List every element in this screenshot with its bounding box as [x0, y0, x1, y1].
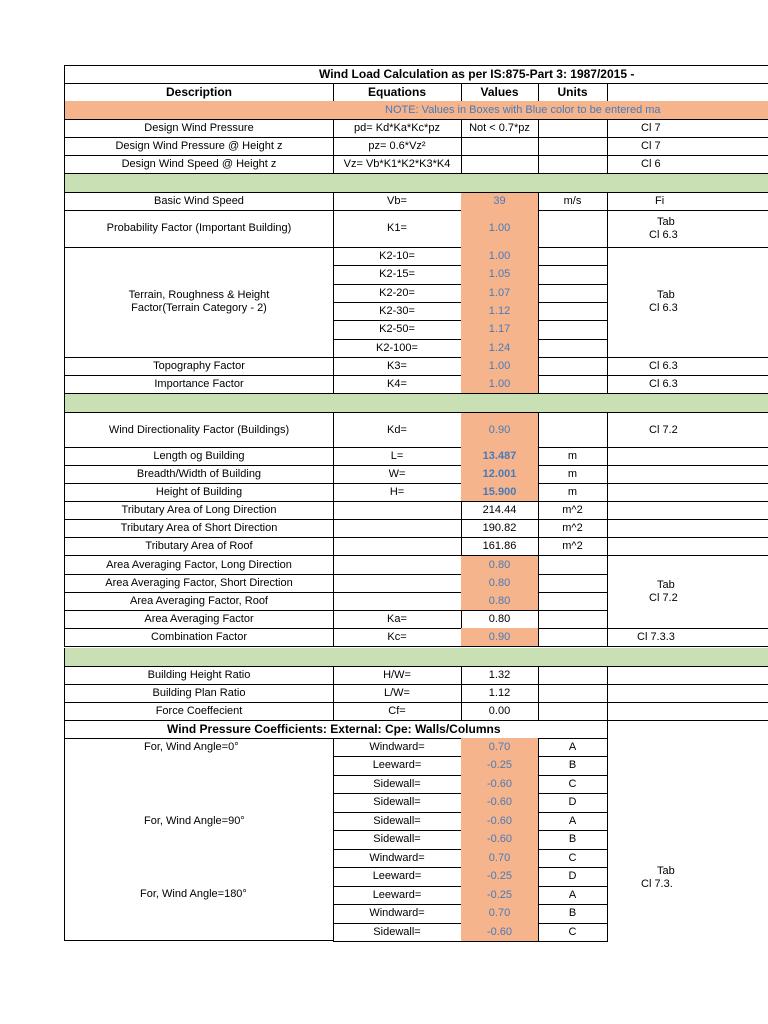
unit-kd: [538, 412, 608, 448]
eq-aaf-long: [333, 556, 462, 575]
unit-pd: [538, 119, 608, 138]
input-height[interactable]: 15.900: [461, 483, 539, 502]
eq-vz: Vz= Vb*K1*K2*K3*K4: [333, 155, 462, 174]
cpe-angle-180: For, Wind Angle=180°: [140, 888, 247, 900]
desc-width: Breadth/Width of Building: [64, 465, 334, 484]
val-trib-roof: 161.86: [461, 537, 539, 556]
unit-trib-long: m^2: [538, 501, 608, 520]
desc-terrain-factor: [64, 247, 334, 358]
eq-ka: Ka=: [333, 610, 462, 629]
cpe-input-value[interactable]: -0.60: [461, 793, 539, 813]
eq-k3: K3=: [333, 357, 462, 376]
unit-k2: [538, 247, 608, 266]
eq-aaf-short: [333, 574, 462, 593]
desc-topography-factor: Topography Factor: [64, 357, 334, 376]
eq-kd: Kd=: [333, 412, 462, 448]
ref-height: [607, 483, 768, 502]
val-trib-short: 190.82: [461, 519, 539, 538]
cpe-section-title: Wind Pressure Coefficients: External: Cpe: Walls/Columns: [64, 720, 608, 739]
ref-pd: Cl 7: [607, 119, 768, 138]
header-equations: Equations: [333, 83, 462, 102]
unit-k4: [538, 375, 608, 394]
unit-vz: [538, 155, 608, 174]
input-k2[interactable]: 1.05: [461, 265, 539, 285]
ref-aaf-line2: Cl 7.2: [649, 592, 678, 604]
cpe-input-value[interactable]: -0.60: [461, 923, 539, 942]
cpe-eq: Leeward=: [333, 867, 462, 887]
cpe-input-value[interactable]: -0.25: [461, 867, 539, 887]
eq-k2: K2-20=: [333, 284, 462, 303]
input-aaf-roof[interactable]: 0.80: [461, 592, 539, 611]
cpe-face: B: [538, 830, 608, 850]
section-divider: [64, 394, 768, 413]
cpe-face: C: [538, 849, 608, 868]
unit-k2: [538, 265, 608, 285]
ref-k1-line1: Tab: [657, 215, 675, 228]
cpe-input-value[interactable]: 0.70: [461, 738, 539, 757]
eq-hw: H/W=: [333, 666, 462, 685]
val-trib-long: 214.44: [461, 501, 539, 520]
ref-trib-long: [607, 501, 768, 520]
eq-pz: pz= 0.6*Vz²: [333, 137, 462, 156]
cpe-face: B: [538, 904, 608, 924]
cpe-face: B: [538, 756, 608, 776]
unit-vb: m/s: [538, 192, 608, 211]
desc-design-wind-pressure: Design Wind Pressure: [64, 119, 334, 138]
ref-cpe-line1: Tab: [657, 865, 675, 877]
eq-aaf-roof: [333, 592, 462, 611]
ref-kc: Cl 7.3.3: [607, 628, 768, 647]
val-vz: [461, 155, 539, 174]
ref-vz: Cl 6: [607, 155, 768, 174]
ref-trib-short: [607, 519, 768, 538]
input-k2[interactable]: 1.24: [461, 339, 539, 358]
input-k2[interactable]: 1.12: [461, 302, 539, 321]
desc-terrain-line1: Terrain, Roughness & Height: [128, 289, 270, 301]
header-description: Description: [64, 83, 334, 102]
desc-trib-long: Tributary Area of Long Direction: [64, 501, 334, 520]
desc-design-wind-speed-z: Design Wind Speed @ Height z: [64, 155, 334, 174]
val-cf: 0.00: [461, 702, 539, 721]
input-aaf-short[interactable]: 0.80: [461, 574, 539, 593]
input-length[interactable]: 13.487: [461, 447, 539, 466]
desc-aaf: Area Averaging Factor: [64, 610, 334, 629]
desc-plan-ratio: Building Plan Ratio: [64, 684, 334, 703]
sheet-title: Wind Load Calculation as per IS:875-Part 3: 1987/2015 -: [64, 65, 768, 84]
ref-k3: Cl 6.3: [607, 357, 768, 376]
desc-directionality-factor: Wind Directionality Factor (Buildings): [64, 412, 334, 448]
cpe-eq: Sidewall=: [333, 812, 462, 831]
cpe-eq: Windward=: [333, 738, 462, 757]
desc-importance-factor: Importance Factor: [64, 375, 334, 394]
cpe-input-value[interactable]: 0.70: [461, 849, 539, 868]
ref-hw: [607, 666, 768, 685]
unit-k1: [538, 210, 608, 248]
cpe-eq: Sidewall=: [333, 830, 462, 850]
input-k2[interactable]: 1.07: [461, 284, 539, 303]
ref-width: [607, 465, 768, 484]
section-divider: [64, 648, 768, 667]
desc-force-coefficient: Force Coeffecient: [64, 702, 334, 721]
unit-k3: [538, 357, 608, 376]
ref-trib-roof: [607, 537, 768, 556]
unit-height: m: [538, 483, 608, 502]
unit-k2: [538, 339, 608, 358]
desc-aaf-long: Area Averaging Factor, Long Direction: [64, 556, 334, 575]
eq-h: H=: [333, 483, 462, 502]
cpe-face: D: [538, 867, 608, 887]
val-pd: Not < 0.7*pz: [461, 119, 539, 138]
eq-k2: K2-100=: [333, 339, 462, 358]
eq-l: L=: [333, 447, 462, 466]
cpe-face: A: [538, 812, 608, 831]
cpe-eq: Windward=: [333, 904, 462, 924]
input-width[interactable]: 12.001: [461, 465, 539, 484]
eq-trib-roof: [333, 537, 462, 556]
unit-k2: [538, 302, 608, 321]
unit-cf: [538, 702, 608, 721]
eq-kc: Kc=: [333, 628, 462, 647]
cpe-input-value[interactable]: 0.70: [461, 904, 539, 924]
ref-cpe: [607, 738, 768, 1018]
cpe-input-value[interactable]: -0.60: [461, 775, 539, 794]
desc-design-wind-pressure-z: Design Wind Pressure @ Height z: [64, 137, 334, 156]
unit-trib-short: m^2: [538, 519, 608, 538]
ref-vb: Fi: [607, 192, 768, 211]
unit-trib-roof: m^2: [538, 537, 608, 556]
val-pz: [461, 137, 539, 156]
desc-aaf-roof: Area Averaging Factor, Roof: [64, 592, 334, 611]
input-k1[interactable]: 1.00: [461, 210, 539, 248]
desc-height-ratio: Building Height Ratio: [64, 666, 334, 685]
eq-vb: Vb=: [333, 192, 462, 211]
unit-width: m: [538, 465, 608, 484]
eq-k4: K4=: [333, 375, 462, 394]
ref-aaf: [607, 556, 768, 629]
cpe-eq: Leeward=: [333, 886, 462, 905]
header-reference: [607, 83, 768, 102]
input-k2[interactable]: 1.00: [461, 247, 539, 266]
cpe-angle-0: For, Wind Angle=0°: [144, 741, 239, 753]
input-k3[interactable]: 1.00: [461, 357, 539, 376]
unit-k2: [538, 320, 608, 340]
unit-pz: [538, 137, 608, 156]
section-divider: [64, 174, 768, 193]
desc-basic-wind-speed: Basic Wind Speed: [64, 192, 334, 211]
eq-trib-short: [333, 519, 462, 538]
input-kd[interactable]: 0.90: [461, 412, 539, 448]
cpe-angle-90: For, Wind Angle=90°: [144, 815, 245, 827]
desc-terrain-line2: Factor(Terrain Category - 2): [131, 302, 267, 314]
cpe-eq: Sidewall=: [333, 923, 462, 942]
ref-aaf-line1: Tab: [657, 579, 675, 591]
eq-w: W=: [333, 465, 462, 484]
header-values: Values: [461, 83, 539, 102]
unit-aaf-long: [538, 556, 608, 575]
val-hw: 1.32: [461, 666, 539, 685]
ref-k1: [607, 210, 768, 248]
cpe-input-value[interactable]: -0.60: [461, 812, 539, 831]
cpe-face: C: [538, 775, 608, 794]
cpe-face: A: [538, 738, 608, 757]
desc-trib-roof: Tributary Area of Roof: [64, 537, 334, 556]
unit-lw: [538, 684, 608, 703]
input-vb[interactable]: 39: [461, 192, 539, 211]
input-kc[interactable]: 0.90: [461, 628, 539, 647]
unit-hw: [538, 666, 608, 685]
ref-k2-line1: Tab: [657, 289, 675, 301]
cpe-face: A: [538, 886, 608, 905]
eq-cf: Cf=: [333, 702, 462, 721]
ref-cf: [607, 702, 768, 721]
desc-combination-factor: Combination Factor: [64, 628, 334, 647]
unit-kc: [538, 628, 608, 647]
unit-aaf-short: [538, 574, 608, 593]
cpe-input-value[interactable]: -0.25: [461, 886, 539, 905]
cpe-eq: Sidewall=: [333, 775, 462, 794]
eq-k2: K2-30=: [333, 302, 462, 321]
eq-k2: K2-15=: [333, 265, 462, 285]
eq-pd: pd= Kd*Ka*Kc*pz: [333, 119, 462, 138]
note-banner: NOTE: Values in Boxes with Blue color to be entered ma: [64, 101, 768, 120]
cpe-face: C: [538, 923, 608, 942]
cpe-eq: Sidewall=: [333, 793, 462, 813]
eq-lw: L/W=: [333, 684, 462, 703]
desc-height: Height of Building: [64, 483, 334, 502]
ref-k2: [607, 247, 768, 358]
eq-trib-long: [333, 501, 462, 520]
cpe-eq: Leeward=: [333, 756, 462, 776]
desc-aaf-short: Area Averaging Factor, Short Direction: [64, 574, 334, 593]
ref-lw: [607, 684, 768, 703]
input-k2[interactable]: 1.17: [461, 320, 539, 340]
unit-k2: [538, 284, 608, 303]
ref-kd: Cl 7.2: [607, 412, 768, 448]
eq-k2: K2-50=: [333, 320, 462, 340]
ref-pz: Cl 7: [607, 137, 768, 156]
cpe-eq: Windward=: [333, 849, 462, 868]
unit-ka: [538, 610, 608, 629]
cpe-face: D: [538, 793, 608, 813]
ref-k1-line2: Cl 6.3: [649, 228, 678, 241]
unit-aaf-roof: [538, 592, 608, 611]
ref-k2-line2: Cl 6.3: [649, 302, 678, 314]
val-ka: 0.80: [461, 610, 539, 629]
ref-cpe-line2: Cl 7.3.: [641, 878, 673, 890]
desc-trib-short: Tributary Area of Short Direction: [64, 519, 334, 538]
cpe-input-value[interactable]: -0.60: [461, 830, 539, 850]
desc-length: Length og Building: [64, 447, 334, 466]
header-units: Units: [538, 83, 608, 102]
desc-probability-factor: Probability Factor (Important Building): [64, 210, 334, 248]
eq-k2: K2-10=: [333, 247, 462, 266]
unit-length: m: [538, 447, 608, 466]
val-lw: 1.12: [461, 684, 539, 703]
input-aaf-long[interactable]: 0.80: [461, 556, 539, 575]
cpe-input-value[interactable]: -0.25: [461, 756, 539, 776]
ref-k4: Cl 6.3: [607, 375, 768, 394]
eq-k1: K1=: [333, 210, 462, 248]
cpe-description-column: [64, 738, 334, 941]
ref-length: [607, 447, 768, 466]
input-k4[interactable]: 1.00: [461, 375, 539, 394]
